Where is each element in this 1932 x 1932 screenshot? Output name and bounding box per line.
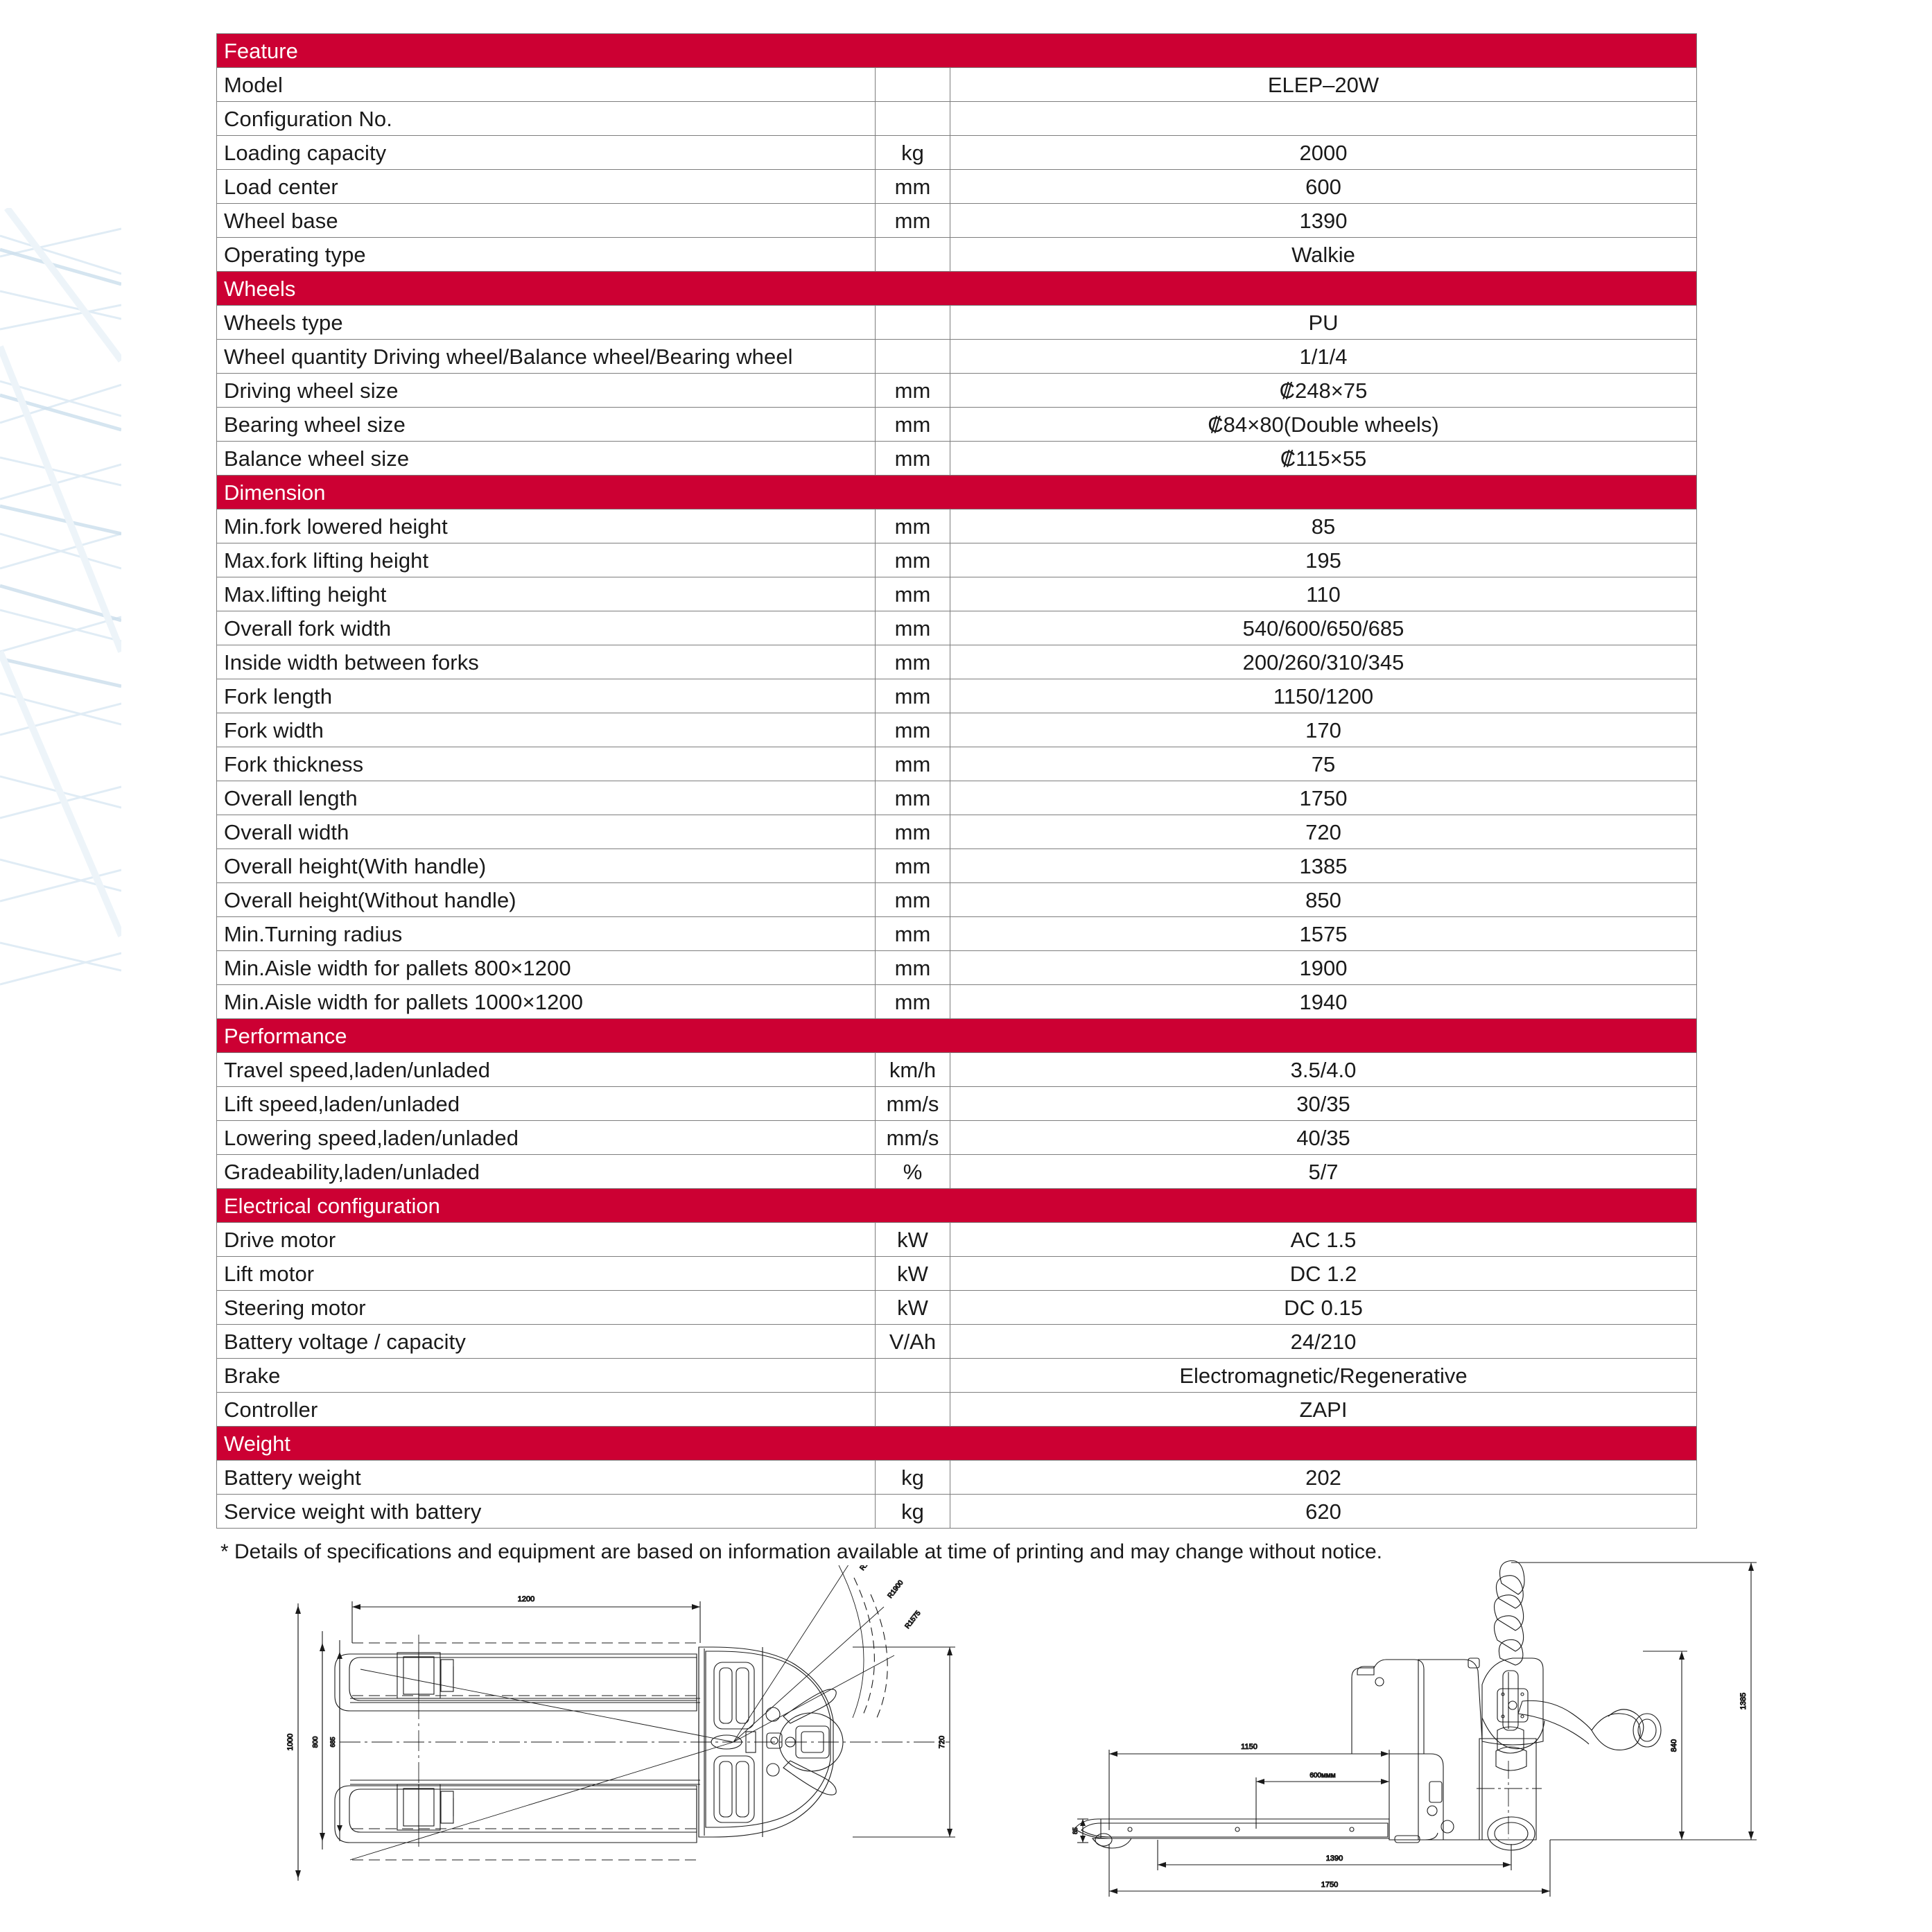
table-row bbox=[217, 747, 1697, 781]
table-row bbox=[217, 340, 1697, 374]
spec-value: 600 bbox=[950, 170, 1697, 204]
spec-value: DC 0.15 bbox=[950, 1291, 1697, 1325]
spec-label: Fork thickness bbox=[217, 747, 876, 781]
table-row bbox=[217, 815, 1697, 849]
svg-text:1750: 1750 bbox=[1321, 1881, 1339, 1889]
spec-unit: mm/s bbox=[876, 1087, 950, 1121]
section-header-row bbox=[217, 34, 1697, 68]
spec-value: ZAPI bbox=[950, 1393, 1697, 1427]
spec-value: 170 bbox=[950, 713, 1697, 747]
spec-value: 1/1/4 bbox=[950, 340, 1697, 374]
svg-text:1385: 1385 bbox=[1739, 1692, 1748, 1710]
spec-label: Lowering speed,laden/unladed bbox=[217, 1121, 876, 1155]
spec-unit: mm bbox=[876, 204, 950, 238]
spec-value: 1575 bbox=[950, 917, 1697, 951]
svg-text:R1940 bbox=[859, 1565, 878, 1572]
spec-value: 202 bbox=[950, 1461, 1697, 1495]
spec-value: AC 1.5 bbox=[950, 1223, 1697, 1257]
section-header-row bbox=[217, 1019, 1697, 1053]
table-row bbox=[217, 951, 1697, 985]
spec-label: Service weight with battery bbox=[217, 1495, 876, 1529]
spec-label: Min.Turning radius bbox=[217, 917, 876, 951]
specification-table bbox=[216, 33, 1697, 1529]
spec-value: 195 bbox=[950, 543, 1697, 577]
spec-label: Load center bbox=[217, 170, 876, 204]
spec-unit bbox=[876, 102, 950, 136]
spec-label: Bearing wheel size bbox=[217, 408, 876, 442]
spec-label: Wheels type bbox=[217, 306, 876, 340]
spec-value: ₡248×75 bbox=[950, 374, 1697, 408]
spec-label: Driving wheel size bbox=[217, 374, 876, 408]
table-row bbox=[217, 408, 1697, 442]
spec-unit: V/Ah bbox=[876, 1325, 950, 1359]
section-header-row bbox=[217, 1189, 1697, 1223]
spec-unit: mm bbox=[876, 815, 950, 849]
spec-unit: kg bbox=[876, 1461, 950, 1495]
spec-label: Overall length bbox=[217, 781, 876, 815]
section-title: Wheels bbox=[217, 272, 1697, 306]
spec-unit: mm bbox=[876, 713, 950, 747]
table-row bbox=[217, 510, 1697, 543]
svg-text:685: 685 bbox=[329, 1737, 336, 1748]
svg-text:600ммм: 600ммм bbox=[1309, 1772, 1336, 1779]
spec-unit: kg bbox=[876, 136, 950, 170]
spec-label: Gradeability,laden/unladed bbox=[217, 1155, 876, 1189]
table-row bbox=[217, 442, 1697, 476]
spec-unit: mm bbox=[876, 985, 950, 1019]
spec-label: Min.Aisle width for pallets 1000×1200 bbox=[217, 985, 876, 1019]
spec-label: Lift motor bbox=[217, 1257, 876, 1291]
table-row bbox=[217, 849, 1697, 883]
spec-value: 620 bbox=[950, 1495, 1697, 1529]
footnote-disclaimer: * Details of specifications and equipment are based on information available at time of printing and may change without notice. bbox=[220, 1540, 1382, 1563]
spec-value: 1150/1200 bbox=[950, 679, 1697, 713]
spec-label: Drive motor bbox=[217, 1223, 876, 1257]
spec-value: 1750 bbox=[950, 781, 1697, 815]
table-row bbox=[217, 1223, 1697, 1257]
spec-label: Fork length bbox=[217, 679, 876, 713]
table-row bbox=[217, 68, 1697, 102]
table-row bbox=[217, 883, 1697, 917]
svg-text:720: 720 bbox=[938, 1735, 946, 1749]
svg-text:840: 840 bbox=[1670, 1739, 1678, 1752]
section-title: Performance bbox=[217, 1019, 1697, 1053]
table-row bbox=[217, 238, 1697, 272]
top-view-drawing bbox=[256, 1565, 1047, 1915]
spec-value: 40/35 bbox=[950, 1121, 1697, 1155]
spec-unit: % bbox=[876, 1155, 950, 1189]
spec-unit: mm bbox=[876, 781, 950, 815]
svg-text:1200: 1200 bbox=[517, 1595, 535, 1603]
spec-label: Max.lifting height bbox=[217, 577, 876, 611]
spec-label: Operating type bbox=[217, 238, 876, 272]
spec-unit bbox=[876, 68, 950, 102]
spec-value: 200/260/310/345 bbox=[950, 645, 1697, 679]
table-row bbox=[217, 1121, 1697, 1155]
spec-label: Overall height(Without handle) bbox=[217, 883, 876, 917]
spec-value: 850 bbox=[950, 883, 1697, 917]
svg-text:R1900: R1900 bbox=[886, 1578, 905, 1600]
table-row bbox=[217, 781, 1697, 815]
spec-value: 540/600/650/685 bbox=[950, 611, 1697, 645]
spec-unit: kg bbox=[876, 1495, 950, 1529]
table-row bbox=[217, 204, 1697, 238]
spec-unit: kW bbox=[876, 1223, 950, 1257]
spec-unit: kW bbox=[876, 1291, 950, 1325]
table-row bbox=[217, 1087, 1697, 1121]
svg-text:R1575: R1575 bbox=[903, 1609, 923, 1630]
spec-unit bbox=[876, 340, 950, 374]
svg-text:1390: 1390 bbox=[1325, 1854, 1343, 1863]
section-header-row bbox=[217, 272, 1697, 306]
spec-unit: mm bbox=[876, 442, 950, 476]
table-row bbox=[217, 374, 1697, 408]
table-row bbox=[217, 136, 1697, 170]
spec-value: DC 1.2 bbox=[950, 1257, 1697, 1291]
section-title: Dimension bbox=[217, 476, 1697, 510]
spec-value: 30/35 bbox=[950, 1087, 1697, 1121]
table-row bbox=[217, 1053, 1697, 1087]
spec-value: Walkie bbox=[950, 238, 1697, 272]
spec-label: Travel speed,laden/unladed bbox=[217, 1053, 876, 1087]
spec-label: Battery weight bbox=[217, 1461, 876, 1495]
svg-text:85: 85 bbox=[1072, 1827, 1079, 1835]
spec-value: 85 bbox=[950, 510, 1697, 543]
table-row bbox=[217, 577, 1697, 611]
spec-unit: mm bbox=[876, 408, 950, 442]
section-header-row bbox=[217, 1427, 1697, 1461]
spec-unit: mm bbox=[876, 883, 950, 917]
spec-unit: mm bbox=[876, 510, 950, 543]
spec-value: ELEP–20W bbox=[950, 68, 1697, 102]
table-row bbox=[217, 1359, 1697, 1393]
spec-label: Min.fork lowered height bbox=[217, 510, 876, 543]
spec-unit: mm/s bbox=[876, 1121, 950, 1155]
spec-value: ₡115×55 bbox=[950, 442, 1697, 476]
spec-label: Fork width bbox=[217, 713, 876, 747]
table-row bbox=[217, 1495, 1697, 1529]
spec-value: 1385 bbox=[950, 849, 1697, 883]
spec-unit bbox=[876, 238, 950, 272]
spec-value: ₡84×80(Double wheels) bbox=[950, 408, 1697, 442]
spec-value: 5/7 bbox=[950, 1155, 1697, 1189]
spec-value: PU bbox=[950, 306, 1697, 340]
spec-value: 3.5/4.0 bbox=[950, 1053, 1697, 1087]
table-row bbox=[217, 1325, 1697, 1359]
spec-value: 720 bbox=[950, 815, 1697, 849]
spec-unit: mm bbox=[876, 645, 950, 679]
table-row bbox=[217, 306, 1697, 340]
spec-unit: mm bbox=[876, 577, 950, 611]
spec-label: Min.Aisle width for pallets 800×1200 bbox=[217, 951, 876, 985]
spec-label: Model bbox=[217, 68, 876, 102]
spec-label: Overall width bbox=[217, 815, 876, 849]
spec-value: 24/210 bbox=[950, 1325, 1697, 1359]
spec-label: Lift speed,laden/unladed bbox=[217, 1087, 876, 1121]
table-row bbox=[217, 985, 1697, 1019]
spec-value: 2000 bbox=[950, 136, 1697, 170]
table-row bbox=[217, 1291, 1697, 1325]
table-row bbox=[217, 170, 1697, 204]
table-row bbox=[217, 1155, 1697, 1189]
spec-unit: kW bbox=[876, 1257, 950, 1291]
spec-value: 1900 bbox=[950, 951, 1697, 985]
spec-value: 1390 bbox=[950, 204, 1697, 238]
spec-label: Overall height(With handle) bbox=[217, 849, 876, 883]
spec-label: Battery voltage / capacity bbox=[217, 1325, 876, 1359]
spec-unit: mm bbox=[876, 951, 950, 985]
spec-unit bbox=[876, 1393, 950, 1427]
spec-label: Wheel base bbox=[217, 204, 876, 238]
spec-label: Inside width between forks bbox=[217, 645, 876, 679]
section-title: Weight bbox=[217, 1427, 1697, 1461]
section-header-row bbox=[217, 476, 1697, 510]
spec-label: Max.fork lifting height bbox=[217, 543, 876, 577]
table-row bbox=[217, 917, 1697, 951]
spec-label: Steering motor bbox=[217, 1291, 876, 1325]
section-title: Electrical configuration bbox=[217, 1189, 1697, 1223]
spec-label: Loading capacity bbox=[217, 136, 876, 170]
spec-value bbox=[950, 102, 1697, 136]
spec-unit: mm bbox=[876, 747, 950, 781]
svg-text:1150: 1150 bbox=[1241, 1743, 1257, 1751]
svg-text:1000: 1000 bbox=[286, 1733, 295, 1751]
spec-label: Configuration No. bbox=[217, 102, 876, 136]
spec-label: Brake bbox=[217, 1359, 876, 1393]
spec-value: Electromagnetic/Regenerative bbox=[950, 1359, 1697, 1393]
spec-unit: mm bbox=[876, 543, 950, 577]
spec-value: 110 bbox=[950, 577, 1697, 611]
spec-unit: mm bbox=[876, 170, 950, 204]
table-row bbox=[217, 611, 1697, 645]
spec-unit: mm bbox=[876, 849, 950, 883]
spec-label: Balance wheel size bbox=[217, 442, 876, 476]
spec-label: Overall fork width bbox=[217, 611, 876, 645]
spec-unit: mm bbox=[876, 679, 950, 713]
spec-unit: mm bbox=[876, 917, 950, 951]
svg-text:800: 800 bbox=[312, 1736, 320, 1748]
section-title: Feature bbox=[217, 34, 1697, 68]
table-row bbox=[217, 543, 1697, 577]
table-row bbox=[217, 102, 1697, 136]
table-row bbox=[217, 1257, 1697, 1291]
table-row bbox=[217, 1393, 1697, 1427]
spec-unit bbox=[876, 306, 950, 340]
table-row bbox=[217, 679, 1697, 713]
table-row bbox=[217, 713, 1697, 747]
table-row bbox=[217, 645, 1697, 679]
spec-unit: km/h bbox=[876, 1053, 950, 1087]
spec-value: 75 bbox=[950, 747, 1697, 781]
spec-unit: mm bbox=[876, 374, 950, 408]
side-view-drawing bbox=[1054, 1553, 1789, 1931]
spec-value: 1940 bbox=[950, 985, 1697, 1019]
spec-unit bbox=[876, 1359, 950, 1393]
spec-label: Wheel quantity Driving wheel/Balance wheel/Bearing wheel bbox=[217, 340, 876, 374]
spec-unit: mm bbox=[876, 611, 950, 645]
table-row bbox=[217, 1461, 1697, 1495]
spec-label: Controller bbox=[217, 1393, 876, 1427]
